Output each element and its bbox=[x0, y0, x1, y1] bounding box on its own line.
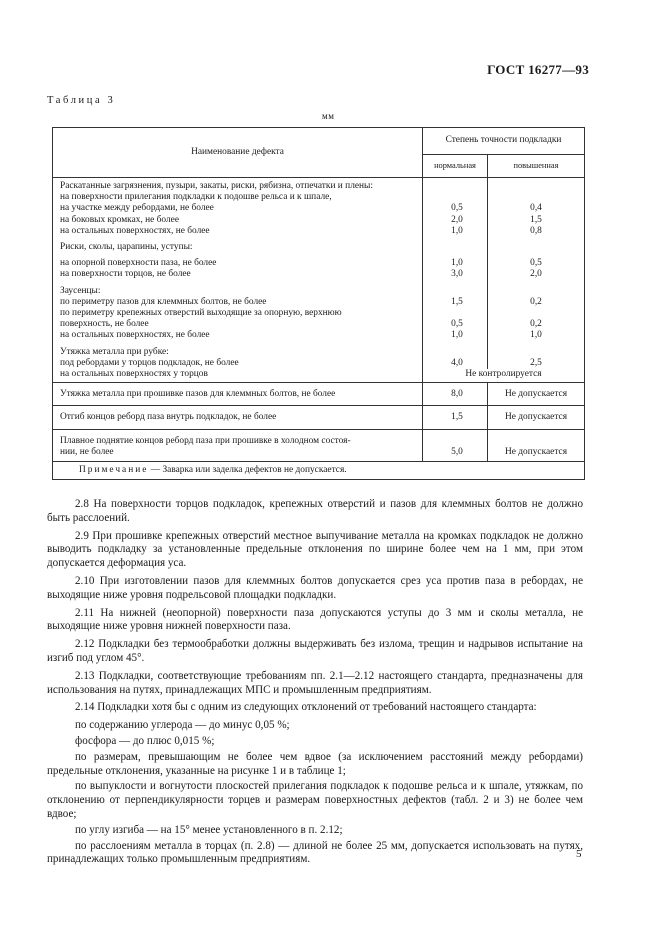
table-row bbox=[53, 319, 585, 330]
paragraph-2-13: 2.13 Подкладки, соответствующие требованиям пп. 2.1—2.12 настоящего стандарта, предназначены для использования на путях, принадлежащих МПС и промышленным предприятиям. bbox=[47, 669, 583, 696]
row-label: Отгиб концов реборд паза внутрь подкладок, не более bbox=[53, 406, 423, 429]
table-row bbox=[53, 347, 585, 358]
table-row bbox=[53, 297, 585, 308]
header-high: повышенная bbox=[488, 155, 585, 178]
value-normal: 4,0 bbox=[423, 358, 488, 369]
header-defect-name: Наименование дефекта bbox=[53, 128, 423, 178]
row-label: на поверхности торцов, не более bbox=[53, 269, 423, 280]
document-code: ГОСТ 16277—93 bbox=[487, 62, 589, 77]
table-row bbox=[53, 258, 585, 269]
value-high: 0,2 bbox=[488, 297, 585, 308]
table-row bbox=[53, 215, 585, 226]
value-high: 0,8 bbox=[488, 226, 585, 237]
table-row bbox=[53, 192, 585, 203]
body-text bbox=[47, 498, 583, 869]
page-number: 5 bbox=[576, 848, 582, 860]
value-high: 2,5 bbox=[488, 358, 585, 369]
row-label: по периметру крепежных отверстий выходящие за опорную, верхнюю bbox=[53, 308, 423, 319]
table-row bbox=[53, 406, 585, 429]
value-high: Не допускается bbox=[488, 406, 585, 429]
value-normal: 2,0 bbox=[423, 215, 488, 226]
note-text: — Заварка или заделка дефектов не допускается. bbox=[148, 465, 347, 476]
table-note bbox=[53, 462, 585, 480]
table-row bbox=[53, 369, 585, 383]
value-normal: 5,0 bbox=[423, 447, 488, 462]
table-label: Таблица 3 bbox=[47, 95, 116, 106]
value-merged: Не контролируется bbox=[423, 369, 585, 383]
paragraph-2-8: 2.8 На поверхности торцов подкладок, крепежных отверстий и пазов для клеммных болтов не должно быть расслоений. bbox=[47, 498, 583, 524]
list-item: по содержанию углерода — до минус 0,05 %; bbox=[75, 719, 290, 732]
value-normal: 1,0 bbox=[423, 330, 488, 341]
value-normal: 1,5 bbox=[423, 297, 488, 308]
table-note-row bbox=[53, 462, 585, 480]
row-label: на участке между ребордами, не более bbox=[53, 203, 423, 214]
value-high: 2,0 bbox=[488, 269, 585, 280]
row-label: под ребордами у торцов подкладок, не более bbox=[53, 358, 423, 369]
value-high: 0,5 bbox=[488, 258, 585, 269]
value-normal: 0,5 bbox=[423, 203, 488, 214]
value-high: 0,2 bbox=[488, 319, 585, 330]
table-row bbox=[53, 383, 585, 406]
value-normal: 0,5 bbox=[423, 319, 488, 330]
value-high: 1,5 bbox=[488, 215, 585, 226]
table-row bbox=[53, 242, 585, 253]
value-normal: 1,0 bbox=[423, 226, 488, 237]
paragraph-2-10: 2.10 При изготовлении пазов для клеммных болтов допускается срез уса против паза в ребордах, не выходящие ниже уровня подрельсовой площадки подкладки. bbox=[47, 574, 583, 601]
row-label: на остальных поверхностях, не более bbox=[53, 330, 423, 341]
value-high: 0,4 bbox=[488, 203, 585, 214]
table-row bbox=[53, 429, 585, 447]
row-label: на остальных поверхностях у торцов bbox=[53, 369, 423, 383]
group-title: Риски, сколы, царапины, уступы: bbox=[53, 242, 423, 253]
paragraph-2-11: 2.11 На нижней (неопорной) поверхности паза допускаются уступы до 3 мм и сколы металла, не выходящие ниже уровня нижней поверхности паза. bbox=[47, 606, 583, 633]
paragraph-2-12: 2.12 Подкладки без термообработки должны выдерживать без излома, трещин и надрывов испытание на изгиб под углом 45°. bbox=[47, 638, 583, 664]
note-prefix: Примечание bbox=[79, 465, 149, 476]
table-row bbox=[53, 308, 585, 319]
value-normal: 8,0 bbox=[423, 383, 488, 406]
list-item: фосфора — до плюс 0,015 %; bbox=[75, 734, 215, 747]
paragraph-2-9: 2.9 При прошивке крепежных отверстий местное выпучивание металла на кромках подкладок не должно выводить подкладку за установленные предельные отклонения по ширине более чем на 1 мм, при этом допускается деформация уса. bbox=[47, 529, 583, 570]
unit-label: мм bbox=[322, 111, 335, 121]
row-label: на поверхности прилегания подкладки к подошве рельса и к шпале, bbox=[53, 192, 423, 203]
list-item: по выпуклости и вогнутости плоскостей прилегания подкладок к подошве рельса и к шпале, утяжкам, по отклонению от перпендикулярности торцев и размерам поверхностных дефектов (табл. 2 и 3) не более чем вдвое; bbox=[47, 780, 583, 820]
list-item: по расслоениям металла в торцах (п. 2.8) — длиной не более 25 мм, допускается использовать на путях, принадлежащих только промышленным предприятиям. bbox=[47, 839, 583, 866]
header-normal: нормальная bbox=[423, 155, 488, 178]
table-header-row bbox=[53, 128, 585, 155]
row-label: на остальных поверхностях, не более bbox=[53, 226, 423, 237]
table-row bbox=[53, 203, 585, 214]
list-item: по углу изгиба — на 15° менее установленного в п. 2.12; bbox=[75, 823, 343, 836]
list-item: по размерам, превышающим не более чем вдвое (за исключением расстояний между ребордами) предельные отклонения, указанные на рисунке 1 и в таблице 1; bbox=[47, 750, 583, 777]
row-label: Утяжка металла при прошивке пазов для клеммных болтов, не более bbox=[53, 383, 423, 406]
row-label: поверхность, не более bbox=[53, 319, 423, 330]
value-normal: 3,0 bbox=[423, 269, 488, 280]
table-row bbox=[53, 269, 585, 280]
row-label: на боковых кромках, не более bbox=[53, 215, 423, 226]
table-row bbox=[53, 286, 585, 297]
table-row bbox=[53, 330, 585, 341]
row-label: по периметру пазов для клеммных болтов, не более bbox=[53, 297, 423, 308]
value-high: Не допускается bbox=[488, 447, 585, 462]
table-row bbox=[53, 447, 585, 462]
header-accuracy-group: Степень точности подкладки bbox=[423, 128, 585, 155]
defects-table bbox=[52, 127, 585, 480]
paragraph-2-14: 2.14 Подкладки хотя бы с одним из следующих отклонений от требований настоящего стандарта: bbox=[75, 701, 537, 714]
value-high: Не допускается bbox=[488, 383, 585, 406]
row-label: нии, не более bbox=[53, 447, 423, 462]
group-title: Заусенцы: bbox=[53, 286, 423, 297]
row-label: Плавное поднятие концов реборд паза при прошивке в холодном состоя- bbox=[53, 429, 423, 447]
group-title: Утяжка металла при рубке: bbox=[53, 347, 423, 358]
value-high: 1,0 bbox=[488, 330, 585, 341]
row-label: на опорной поверхности паза, не более bbox=[53, 258, 423, 269]
value-normal: 1,0 bbox=[423, 258, 488, 269]
group-title: Раскатанные загрязнения, пузыри, закаты, риски, рябизна, отпечатки и плены: bbox=[53, 178, 423, 193]
table-row bbox=[53, 226, 585, 237]
table-row bbox=[53, 178, 585, 193]
value-normal: 1,5 bbox=[423, 406, 488, 429]
table-row bbox=[53, 358, 585, 369]
